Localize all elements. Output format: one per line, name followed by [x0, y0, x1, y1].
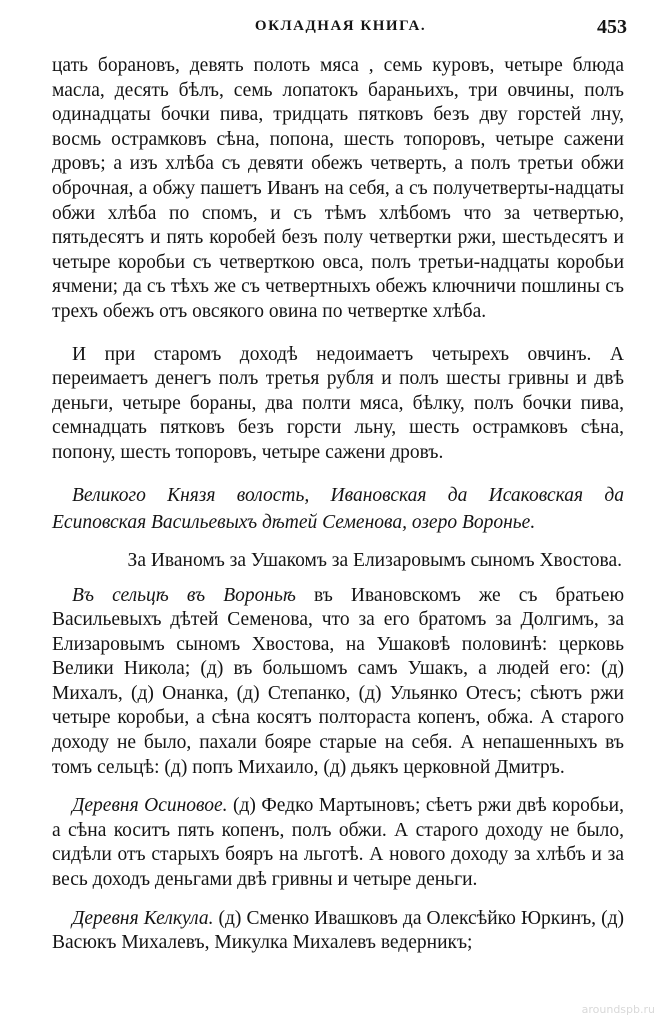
page-header [54, 18, 627, 42]
section-heading-text: Великого Князя волость, Ивановская да Исаковская да Есиповская Васильевыхъ дѣтей Семенова, озеро Воронье. [52, 484, 624, 533]
paragraph-continuation: цать борановъ, девять полоть мяса , семь куровъ, четыре блюда масла, десять бѣлъ, семь лопатокъ бараньихъ, три овчины, полъ одинадцаты бочки пива, тридцать пятковъ безъ дву горстей лну, восмь острамковъ сѣна, попона, шесть топоровъ, четыре сажени дровъ; а изъ хлѣба съ девяти обежъ четверть, а полъ третьи обжи оброчная, а обжу пашетъ Иванъ на себя, а съ получетверты-надцаты обжи хлѣба по спомъ, и съ тѣмъ хлѣбомъ что за четвертью, пятьдесятъ и пять коробей безъ полу четвертки ржи, шестьдесятъ и четыре коробьи съ четверткою овса, полъ третьи-надцаты коробьи ячмени; да съ тѣхъ же съ четвертныхъ обежъ ключничи пошлины съ трехъ обежъ отъ овсякого овина по четвертке хлѣба. [52, 55, 624, 322]
kelkula-lead: Деревня Келкула. [72, 907, 214, 929]
body-text [52, 54, 624, 970]
section-heading [52, 482, 624, 536]
osinovoe-lead: Деревня Осиновое. [72, 795, 228, 817]
paragraph-village-osinovoe [52, 794, 624, 892]
running-title: ОКЛАДНАЯ КНИГА. [254, 18, 427, 34]
paragraph-arrears: И при старомъ доходѣ недоимаетъ четырехъ овчинъ. А переимаетъ денегъ полъ третья рубля и полъ шесты гривны и двѣ деньги, четыре бораны, два полти мяса, бѣлку, полъ бочки пива, семнадцать пятковъ безъ горсти льну, шесть острамковъ сѣна, попону, шесть топоровъ, четыре сажени дровъ. [52, 343, 624, 463]
page-number: 453 [597, 16, 627, 38]
osinovoe-text: (д) Федко Мартыновъ; сѣетъ ржи двѣ коробьи, а сѣна коситъ пять копенъ, полъ обжи. А старого доходу не было, сидѣли отъ старыхъ бояръ на льготѣ. А нового доходу за хлѣбъ и за весь доходъ деньгами двѣ гривны и четыре деньги. [52, 795, 624, 891]
village-lead: Въ сельцѣ въ Вороньѣ [72, 584, 296, 606]
paragraph-village-voronye [52, 584, 624, 781]
village-text: въ Ивановскомъ же съ братьею Васильевыхъ дѣтей Семенова, что за его братомъ за Долгимъ, за Елизаровымъ сыномъ Хвостова, на Ушаковѣ половинѣ: церковь Велики Никола; (д) въ большомъ самъ Ушакъ, а людей его: (д) Михалъ, (д) Онанка, (д) Степанко, (д) Ульянко Отесъ; сѣютъ ржи четыре коробьи, а сѣна косятъ полтораста копенъ, обжа. А старого доходу не было, пахали бояре старые на себя. А непашенныхъ въ томъ сельцѣ: (д) попъ Михаило, (д) дьякъ церковной Дмитръ. [52, 584, 625, 778]
subheading-owner: За Иваномъ за Ушакомъ за Елизаровымъ сыномъ Хвостова. [127, 549, 622, 571]
watermark: aroundspb.ru [581, 1003, 655, 1016]
kelkula-text: (д) Сменко Ивашковъ да Олексѣйко Юркинъ, (д) Васюкъ Михалевъ, Микулка Михалевъ ведерникъ; [52, 907, 624, 954]
paragraph-village-kelkula [52, 907, 624, 956]
